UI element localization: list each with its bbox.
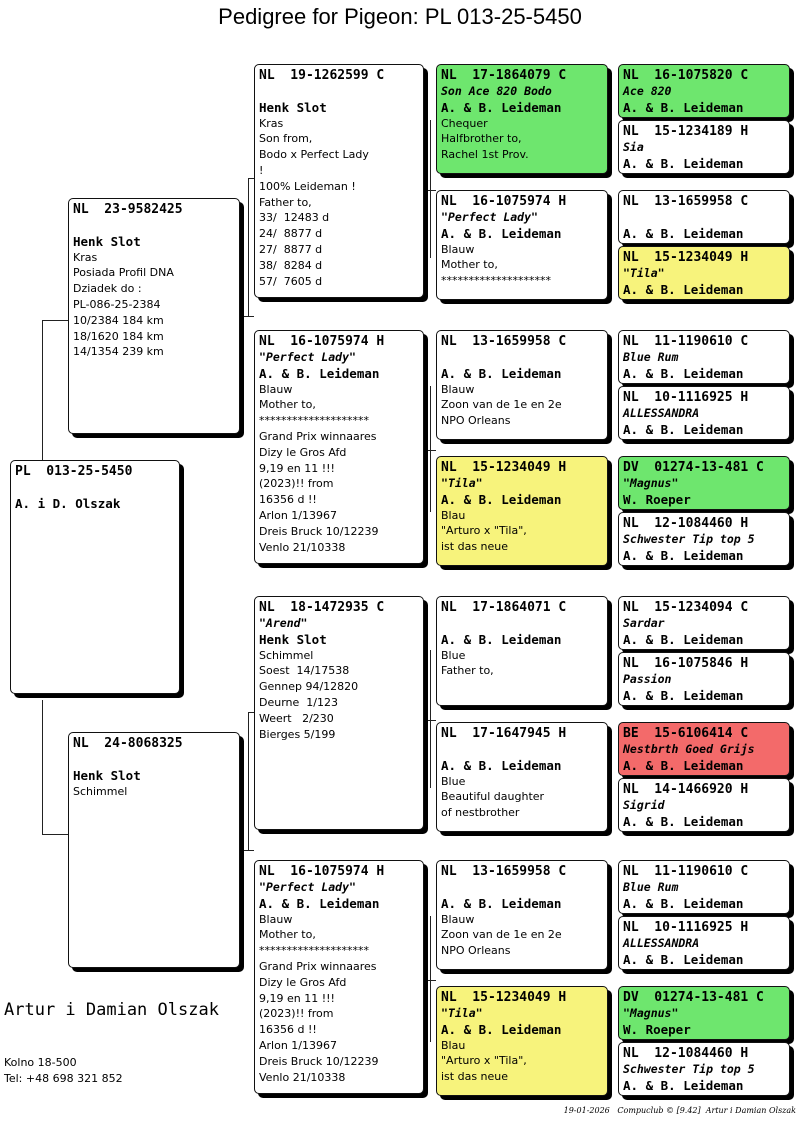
sds-card[interactable] xyxy=(436,330,608,440)
note-line: Grand Prix winnaares xyxy=(259,429,377,443)
dam-sire-card[interactable] xyxy=(254,596,424,830)
sss-card[interactable] xyxy=(436,64,608,174)
ggg-card-14[interactable] xyxy=(618,916,790,970)
ring-number: NL 15-1234049 H xyxy=(441,990,567,1005)
breeder-phone: Tel: +48 698 321 852 xyxy=(4,1072,123,1085)
pigeon-name: "Perfect Lady" xyxy=(259,880,356,894)
note-line: ******************** xyxy=(259,944,369,958)
note-line: 9,19 en 11 !!! xyxy=(259,461,335,475)
pigeon-name: Passion xyxy=(623,672,672,686)
pigeon-name: "Perfect Lady" xyxy=(441,210,538,224)
ring-number: NL 10-1116925 H xyxy=(623,390,749,405)
note-line: 16356 d !! xyxy=(259,1023,317,1037)
note-line: Son from, xyxy=(259,132,313,146)
owner: A. & B. Leideman xyxy=(259,365,380,381)
owner: A. & B. Leideman xyxy=(623,547,744,563)
connector xyxy=(422,190,436,191)
dam-dam-card[interactable] xyxy=(254,860,424,1094)
ring-number: BE 15-6106414 C xyxy=(623,726,749,741)
pigeon-name: ALLESSANDRA xyxy=(623,406,700,420)
note-line: Zoon van de 1e en 2e xyxy=(441,398,562,412)
note-line: Arlon 1/13967 xyxy=(259,508,337,522)
ggg-card-11[interactable] xyxy=(618,722,790,776)
ring-number: NL 16-1075974 H xyxy=(259,864,385,879)
note-line: 18/1620 184 km xyxy=(73,329,164,343)
ring-number: DV 01274-13-481 C xyxy=(623,990,764,1005)
pigeon-name: Sardar xyxy=(623,616,665,630)
note-line: Schimmel xyxy=(259,648,314,662)
note-line: 27/ 8877 d xyxy=(259,242,323,256)
connector xyxy=(42,834,68,835)
ring-number: NL 17-1864079 C xyxy=(441,68,567,83)
ggg-card-4[interactable] xyxy=(618,246,790,300)
sire-sire-card[interactable] xyxy=(254,64,424,298)
ggg-card-13[interactable] xyxy=(618,860,790,914)
note-line: 38/ 8284 d xyxy=(259,258,323,272)
note-line: ! xyxy=(259,163,264,177)
ring-number: DV 01274-13-481 C xyxy=(623,460,764,475)
owner: A. & B. Leideman xyxy=(623,281,744,297)
pigeon-name: "Magnus" xyxy=(623,1006,679,1020)
pigeon-name: Schwester Tip top 5 xyxy=(623,1062,755,1076)
ring-number: NL 16-1075974 H xyxy=(259,334,385,349)
ring-number: NL 19-1262599 C xyxy=(259,68,385,83)
owner: A. & B. Leideman xyxy=(623,155,744,171)
note-line: Dreis Bruck 10/12239 xyxy=(259,1054,379,1068)
dam-card[interactable] xyxy=(68,732,240,968)
note-line: PL-086-25-2384 xyxy=(73,297,161,311)
connector xyxy=(430,650,431,788)
connector xyxy=(430,120,431,258)
note-line: NPO Orleans xyxy=(441,944,511,958)
ring-number: NL 17-1864071 C xyxy=(441,600,567,615)
ring-number: NL 17-1647945 H xyxy=(441,726,567,741)
note-line: 10/2384 184 km xyxy=(73,313,164,327)
owner: Henk Slot xyxy=(259,99,327,115)
pigeon-name: "Tila" xyxy=(441,476,483,490)
pigeon-name: Nestbrth Goed Grijs xyxy=(623,742,755,756)
note-line: Father to, xyxy=(441,664,494,678)
owner: A. & B. Leideman xyxy=(623,631,744,647)
note-line: Bierges 5/199 xyxy=(259,727,336,741)
owner: A. & B. Leideman xyxy=(441,895,562,911)
ggg-card-3[interactable] xyxy=(618,190,790,244)
footer-credit: 19-01-2026 Compuclub © [9.42] Artur i Damian Olszak xyxy=(563,1106,796,1115)
connector xyxy=(240,316,254,317)
owner: A. i D. Olszak xyxy=(15,495,121,511)
connector xyxy=(422,720,436,721)
note-line: Venlo 21/10338 xyxy=(259,540,346,554)
owner: Henk Slot xyxy=(73,767,141,783)
note-line: Dreis Bruck 10/12239 xyxy=(259,524,379,538)
note-line: Dizy le Gros Afd xyxy=(259,975,347,989)
note-line: Deurne 1/123 xyxy=(259,695,338,709)
ring-number: NL 10-1116925 H xyxy=(623,920,749,935)
note-line: Father to, xyxy=(259,195,312,209)
owner: A. & B. Leideman xyxy=(623,365,744,381)
sdd-card[interactable] xyxy=(436,456,608,566)
pigeon-name: "Tila" xyxy=(441,1006,483,1020)
owner: A. & B. Leideman xyxy=(623,687,744,703)
note-line: ******************** xyxy=(441,274,551,288)
pigeon-name: Ace 820 xyxy=(623,84,672,98)
ggg-card-1[interactable] xyxy=(618,64,790,118)
page-title: Pedigree for Pigeon: PL 013-25-5450 xyxy=(218,4,582,29)
note-line: Mother to, xyxy=(259,928,316,942)
note-line: Blauw xyxy=(259,382,293,396)
owner: Henk Slot xyxy=(259,631,327,647)
ring-number: NL 15-1234049 H xyxy=(623,250,749,265)
owner: A. & B. Leideman xyxy=(441,1021,562,1037)
note-line: Mother to, xyxy=(441,258,498,272)
note-line: "Arturo x "Tila", xyxy=(441,524,527,538)
note-line: Schimmel xyxy=(73,784,128,798)
note-line: Kras xyxy=(73,250,98,264)
ring-number: NL 13-1659958 C xyxy=(623,194,749,209)
connector xyxy=(248,712,249,850)
note-line: (2023)!! from xyxy=(259,477,334,491)
owner: A. & B. Leideman xyxy=(259,895,380,911)
connector xyxy=(422,450,436,451)
note-line: "Arturo x "Tila", xyxy=(441,1054,527,1068)
pigeon-name: Sigrid xyxy=(623,798,665,812)
note-line: Venlo 21/10338 xyxy=(259,1070,346,1084)
note-line: Arlon 1/13967 xyxy=(259,1038,337,1052)
owner: A. & B. Leideman xyxy=(623,951,744,967)
note-line: 16356 d !! xyxy=(259,493,317,507)
ring-number: NL 16-1075846 H xyxy=(623,656,749,671)
ggg-card-6[interactable] xyxy=(618,386,790,440)
owner: W. Roeper xyxy=(623,1021,691,1037)
note-line: ******************** xyxy=(259,414,369,428)
note-line: Beautiful daughter xyxy=(441,790,545,804)
ggg-card-15[interactable] xyxy=(618,986,790,1040)
owner: A. & B. Leideman xyxy=(441,631,562,647)
ring-number: NL 11-1190610 C xyxy=(623,864,749,879)
connector xyxy=(422,980,436,981)
owner: A. & B. Leideman xyxy=(623,421,744,437)
note-line: Blue xyxy=(441,774,466,788)
dsd-card[interactable] xyxy=(436,722,608,832)
connector xyxy=(42,700,43,834)
note-line: Kras xyxy=(259,116,284,130)
pigeon-name: ALLESSANDRA xyxy=(623,936,700,950)
connector xyxy=(42,320,43,460)
ring-number: NL 16-1075820 C xyxy=(623,68,749,83)
note-line: Blauw xyxy=(441,242,475,256)
note-line: 9,19 en 11 !!! xyxy=(259,991,335,1005)
pigeon-name: Blue Rum xyxy=(623,880,679,894)
connector xyxy=(430,386,431,512)
note-line: Blauw xyxy=(441,912,475,926)
owner: Henk Slot xyxy=(73,233,141,249)
ggg-card-10[interactable] xyxy=(618,652,790,706)
note-line: Blue xyxy=(441,648,466,662)
pigeon-name: "Magnus" xyxy=(623,476,679,490)
note-line: Blauw xyxy=(441,382,475,396)
ring-number: NL 23-9582425 xyxy=(73,202,183,217)
note-line: Gennep 94/12820 xyxy=(259,680,359,694)
note-line: NPO Orleans xyxy=(441,414,511,428)
note-line: 24/ 8877 d xyxy=(259,227,323,241)
sire-card[interactable] xyxy=(68,198,240,434)
owner: A. & B. Leideman xyxy=(441,491,562,507)
ring-number: NL 14-1466920 H xyxy=(623,782,749,797)
note-line: (2023)!! from xyxy=(259,1007,334,1021)
owner: A. & B. Leideman xyxy=(623,813,744,829)
note-line: Halfbrother to, xyxy=(441,132,522,146)
note-line: of nestbrother xyxy=(441,806,520,820)
note-line: Zoon van de 1e en 2e xyxy=(441,928,562,942)
ring-number: NL 13-1659958 C xyxy=(441,334,567,349)
ring-number: NL 15-1234189 H xyxy=(623,124,749,139)
note-line: ist das neue xyxy=(441,1070,509,1084)
ring-number: NL 16-1075974 H xyxy=(441,194,567,209)
sire-dam-card[interactable] xyxy=(254,330,424,564)
owner: A. & B. Leideman xyxy=(623,757,744,773)
ddd-card[interactable] xyxy=(436,986,608,1096)
pigeon-name: Blue Rum xyxy=(623,350,679,364)
note-line: 14/1354 239 km xyxy=(73,345,164,359)
note-line: Chequer xyxy=(441,116,488,130)
owner: A. & B. Leideman xyxy=(623,1077,744,1093)
note-line: Dziadek do : xyxy=(73,282,142,296)
ring-number: PL 013-25-5450 xyxy=(15,464,133,479)
pigeon-name: Sia xyxy=(623,140,644,154)
note-line: 100% Leideman ! xyxy=(259,179,356,193)
pigeon-name: "Perfect Lady" xyxy=(259,350,356,364)
note-line: Rachel 1st Prov. xyxy=(441,148,529,162)
ggg-card-12[interactable] xyxy=(618,778,790,832)
ring-number: NL 12-1084460 H xyxy=(623,516,749,531)
ring-number: NL 13-1659958 C xyxy=(441,864,567,879)
owner: A. & B. Leideman xyxy=(623,895,744,911)
ggg-card-16[interactable] xyxy=(618,1042,790,1096)
dss-card[interactable] xyxy=(436,596,608,706)
owner: A. & B. Leideman xyxy=(441,99,562,115)
note-line: Bodo x Perfect Lady xyxy=(259,148,369,162)
note-line: Grand Prix winnaares xyxy=(259,959,377,973)
owner: A. & B. Leideman xyxy=(623,99,744,115)
note-line: 33/ 12483 d xyxy=(259,211,330,225)
ggg-card-7[interactable] xyxy=(618,456,790,510)
owner: A. & B. Leideman xyxy=(623,225,744,241)
owner: W. Roeper xyxy=(623,491,691,507)
breeder-address: Kolno 18-500 xyxy=(4,1056,77,1069)
ggg-card-9[interactable] xyxy=(618,596,790,650)
note-line: 57/ 7605 d xyxy=(259,274,323,288)
ring-number: NL 15-1234094 C xyxy=(623,600,749,615)
breeder-name: Artur i Damian Olszak xyxy=(4,1000,219,1020)
connector xyxy=(42,320,68,321)
note-line: Blau xyxy=(441,1038,466,1052)
note-line: Soest 14/17538 xyxy=(259,664,350,678)
pigeon-name: Son Ace 820 Bodo xyxy=(441,84,552,98)
ring-number: NL 24-8068325 xyxy=(73,736,183,751)
note-line: ist das neue xyxy=(441,540,509,554)
note-line: Blau xyxy=(441,508,466,522)
owner: A. & B. Leideman xyxy=(441,757,562,773)
subject-card[interactable] xyxy=(10,460,180,694)
connector xyxy=(248,178,249,316)
pigeon-name: Schwester Tip top 5 xyxy=(623,532,755,546)
note-line: Dizy le Gros Afd xyxy=(259,445,347,459)
dds-card[interactable] xyxy=(436,860,608,970)
note-line: Blauw xyxy=(259,912,293,926)
pigeon-name: "Tila" xyxy=(623,266,665,280)
ring-number: NL 15-1234049 H xyxy=(441,460,567,475)
owner: A. & B. Leideman xyxy=(441,225,562,241)
ring-number: NL 11-1190610 C xyxy=(623,334,749,349)
note-line: Posiada Profil DNA xyxy=(73,266,174,280)
ggg-card-5[interactable] xyxy=(618,330,790,384)
ggg-card-8[interactable] xyxy=(618,512,790,566)
connector xyxy=(430,916,431,1042)
ring-number: NL 18-1472935 C xyxy=(259,600,385,615)
note-line: Weert 2/230 xyxy=(259,711,334,725)
ssd-card[interactable] xyxy=(436,190,608,300)
note-line: Mother to, xyxy=(259,398,316,412)
ring-number: NL 12-1084460 H xyxy=(623,1046,749,1061)
ggg-card-2[interactable] xyxy=(618,120,790,174)
pigeon-name: "Arend" xyxy=(259,616,308,630)
owner: A. & B. Leideman xyxy=(441,365,562,381)
connector xyxy=(240,850,254,851)
